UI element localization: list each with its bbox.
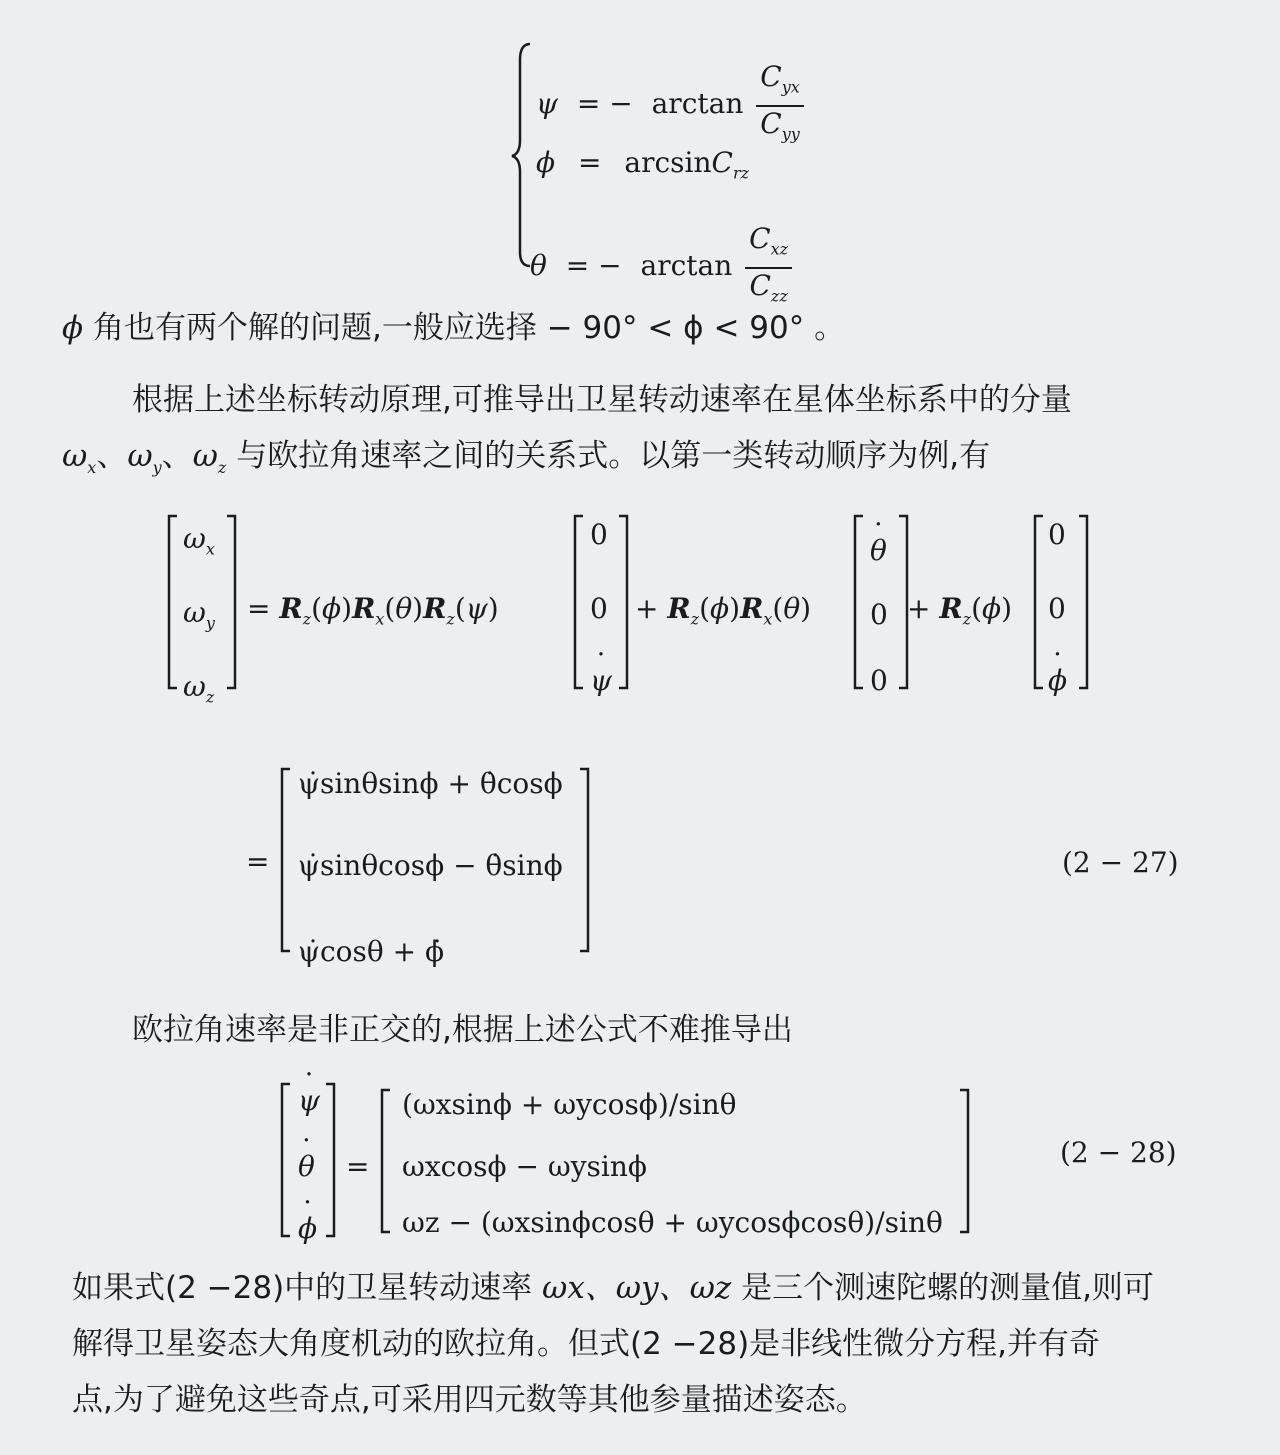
equation-2-27-result: = ψ̇sinθsinϕ + θ̇cosϕ ψ̇sinθcosϕ − θ̇sinϕ ψ̇cosθ + ϕ̇ xyxy=(240,765,1200,965)
paragraph-nonorthogonal: 欧拉角速率是非正交的,根据上述公式不难推导出 xyxy=(132,1012,793,1048)
rotation-product-2: + $R_z(\phi)R_x(\theta)$ xyxy=(635,592,812,629)
equation-2-27-top xyxy=(165,512,1125,712)
omega-z: $\omega_z$ xyxy=(183,670,215,707)
zero-5: 0 xyxy=(1048,518,1066,551)
phi-dot: · ϕ xyxy=(1048,664,1067,697)
omega-x: $\omega_x$ xyxy=(183,522,215,559)
phi-dot-lhs: · ϕ xyxy=(298,1212,317,1245)
omega-components-2: ωx、ωy、ωz xyxy=(542,1270,732,1306)
result-row-2: ψ̇sinθcosϕ − θ̇sinϕ xyxy=(298,849,563,882)
psi-dot: · ψ xyxy=(590,664,612,697)
zero-4: 0 xyxy=(870,664,888,697)
result-row-3: ψ̇cosθ + ϕ̇ xyxy=(298,935,445,968)
omega-y: $\omega_y$ xyxy=(183,596,215,633)
phi-equation: ϕ = arcsinC$_{rz}$ xyxy=(536,146,750,183)
paragraph-gyro-line3: 点,为了避免这些奇点,可采用四元数等其他参量描述姿态。 xyxy=(72,1382,867,1418)
theta-dot: · θ xyxy=(870,534,887,567)
rotation-product-3: + $R_z(\phi)$ xyxy=(907,592,1013,629)
rotation-product-1: = $R_z(\phi)R_x(\theta)R_z(\psi)$ xyxy=(247,592,499,629)
paragraph-phi-range: ϕ 角也有两个解的问题,一般应选择 − 90° < ϕ < 90° 。 xyxy=(62,310,846,346)
fraction-cyx-cyy: $\frac{C_{yx}}{C_{yy}}$ xyxy=(756,60,804,151)
fraction-cxz-czz: $\frac{C_{xz}}{C_{zz}}$ xyxy=(745,222,792,313)
paragraph-gyro-line2: 解得卫星姿态大角度机动的欧拉角。但式(2 −28)是非线性微分方程,并有奇 xyxy=(72,1326,1101,1362)
paragraph-gyro-line1: 如果式(2 −28)中的卫星转动速率 ωx、ωy、ωz 是三个测速陀螺的测量值,则可 xyxy=(72,1270,1154,1306)
result-row-1: ψ̇sinθsinϕ + θ̇cosϕ xyxy=(298,767,563,800)
psi-equation: ψ = − arctan $\frac{C_{yx}}{C_{yy}}$ xyxy=(536,60,808,151)
equation-2-28: · ψ · θ · ϕ = (ωxsinϕ + ωycosϕ)/sinθ ωxcosϕ − ωysinϕ ωz − (ωxsinϕcosθ + ωycosϕcosθ)/sinθ xyxy=(280,1080,1000,1250)
zero-1: 0 xyxy=(590,518,608,551)
paragraph-derivation-intro-line1: 根据上述坐标转动原理,可推导出卫星转动速率在星体坐标系中的分量 xyxy=(132,382,1072,418)
paragraph-derivation-intro-line2: $\omega_x$、$\omega_y$、$\omega_z$ 与欧拉角速率之间的关系式。以第一类转动顺序为例,有 xyxy=(62,438,991,478)
psi-dot-lhs: · ψ xyxy=(298,1084,320,1117)
omega-components: $\omega_x$、$\omega_y$、$\omega_z$ xyxy=(62,438,227,478)
zero-3: 0 xyxy=(870,598,888,631)
zero-6: 0 xyxy=(1048,592,1066,625)
equation-number-2-28: (2 − 28) xyxy=(1060,1136,1177,1169)
rhs-row-2: ωxcosϕ − ωysinϕ xyxy=(402,1150,647,1183)
equation-system-euler-angles xyxy=(510,40,800,306)
equation-number-2-27: (2 − 27) xyxy=(1062,846,1179,879)
rhs-row-3: ωz − (ωxsinϕcosθ + ωycosϕcosθ)/sinθ xyxy=(402,1206,943,1239)
theta-dot-lhs: · θ xyxy=(298,1150,315,1183)
rhs-row-1: (ωxsinϕ + ωycosϕ)/sinθ xyxy=(402,1088,737,1121)
zero-2: 0 xyxy=(590,592,608,625)
theta-equation: θ = − arctan $\frac{C_{xz}}{C_{zz}}$ xyxy=(530,222,796,313)
